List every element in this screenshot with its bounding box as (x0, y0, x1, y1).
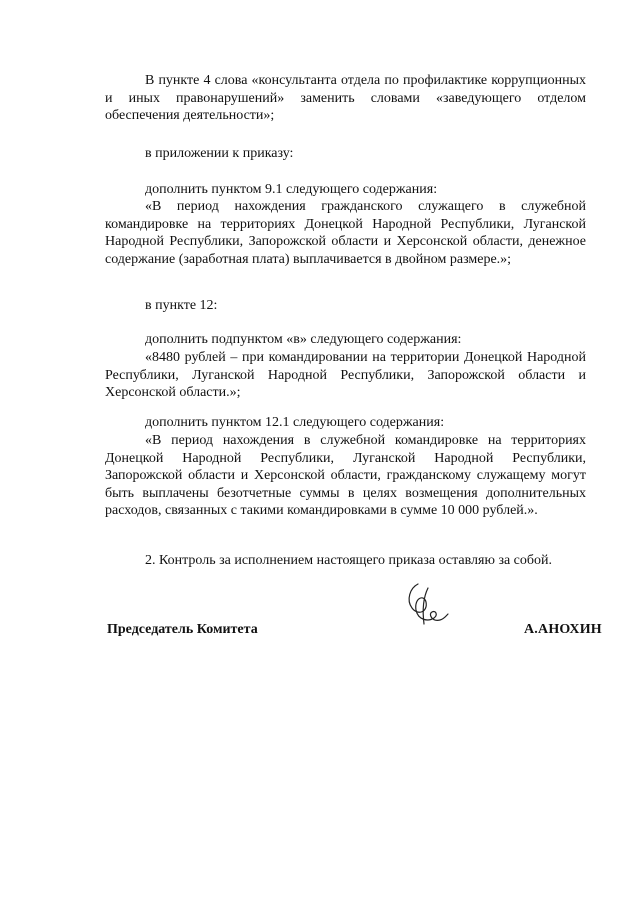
signatory-name: А.АНОХИН (524, 622, 602, 637)
handwritten-signature (398, 578, 458, 630)
paragraph-add-12-1: дополнить пунктом 12.1 следующего содержания: (145, 415, 445, 430)
paragraph-control: 2. Контроль за исполнением настоящего приказа оставляю за собой. (145, 553, 553, 568)
paragraph-appendix-intro: в приложении к приказу: (145, 146, 294, 161)
paragraph-item4-amendment: В пункте 4 слова «консультанта отдела по профилактике коррупционных и иных правонарушений» заменить словами «заведующего отделом обеспечения деятельности»; (105, 73, 586, 123)
signatory-title: Председатель Комитета (107, 622, 258, 637)
paragraph-12-1-text: «В период нахождения в служебной командировке на территориях Донецкой Народной Республики, Луганской Народной Республики, Запорожской области и Херсонской области, гражданскому служащему могут быть выплачены безотчетные суммы в целях возмещения дополнительных расходов, связанных с такими командировками в сумме 10 000 рублей.». (105, 433, 586, 518)
paragraph-subitem-v-text: «8480 рублей – при командировании на территории Донецкой Народной Республики, Луганской Народной Республики, Запорожской области и Херсонской области.»; (105, 350, 586, 400)
paragraph-item12: в пункте 12: (145, 298, 218, 313)
paragraph-add-subitem-v: дополнить подпунктом «в» следующего содержания: (145, 332, 462, 347)
paragraph-9-1-text: «В период нахождения гражданского служащего в служебной командировке на территориях Донецкой Народной Республики, Луганской Народной Республики, Запорожской области и Херсонской области, денежное содержание (заработная плата) выплачивается в двойном размере.»; (105, 199, 586, 267)
paragraph-add-9-1: дополнить пунктом 9.1 следующего содержания: (145, 182, 438, 197)
